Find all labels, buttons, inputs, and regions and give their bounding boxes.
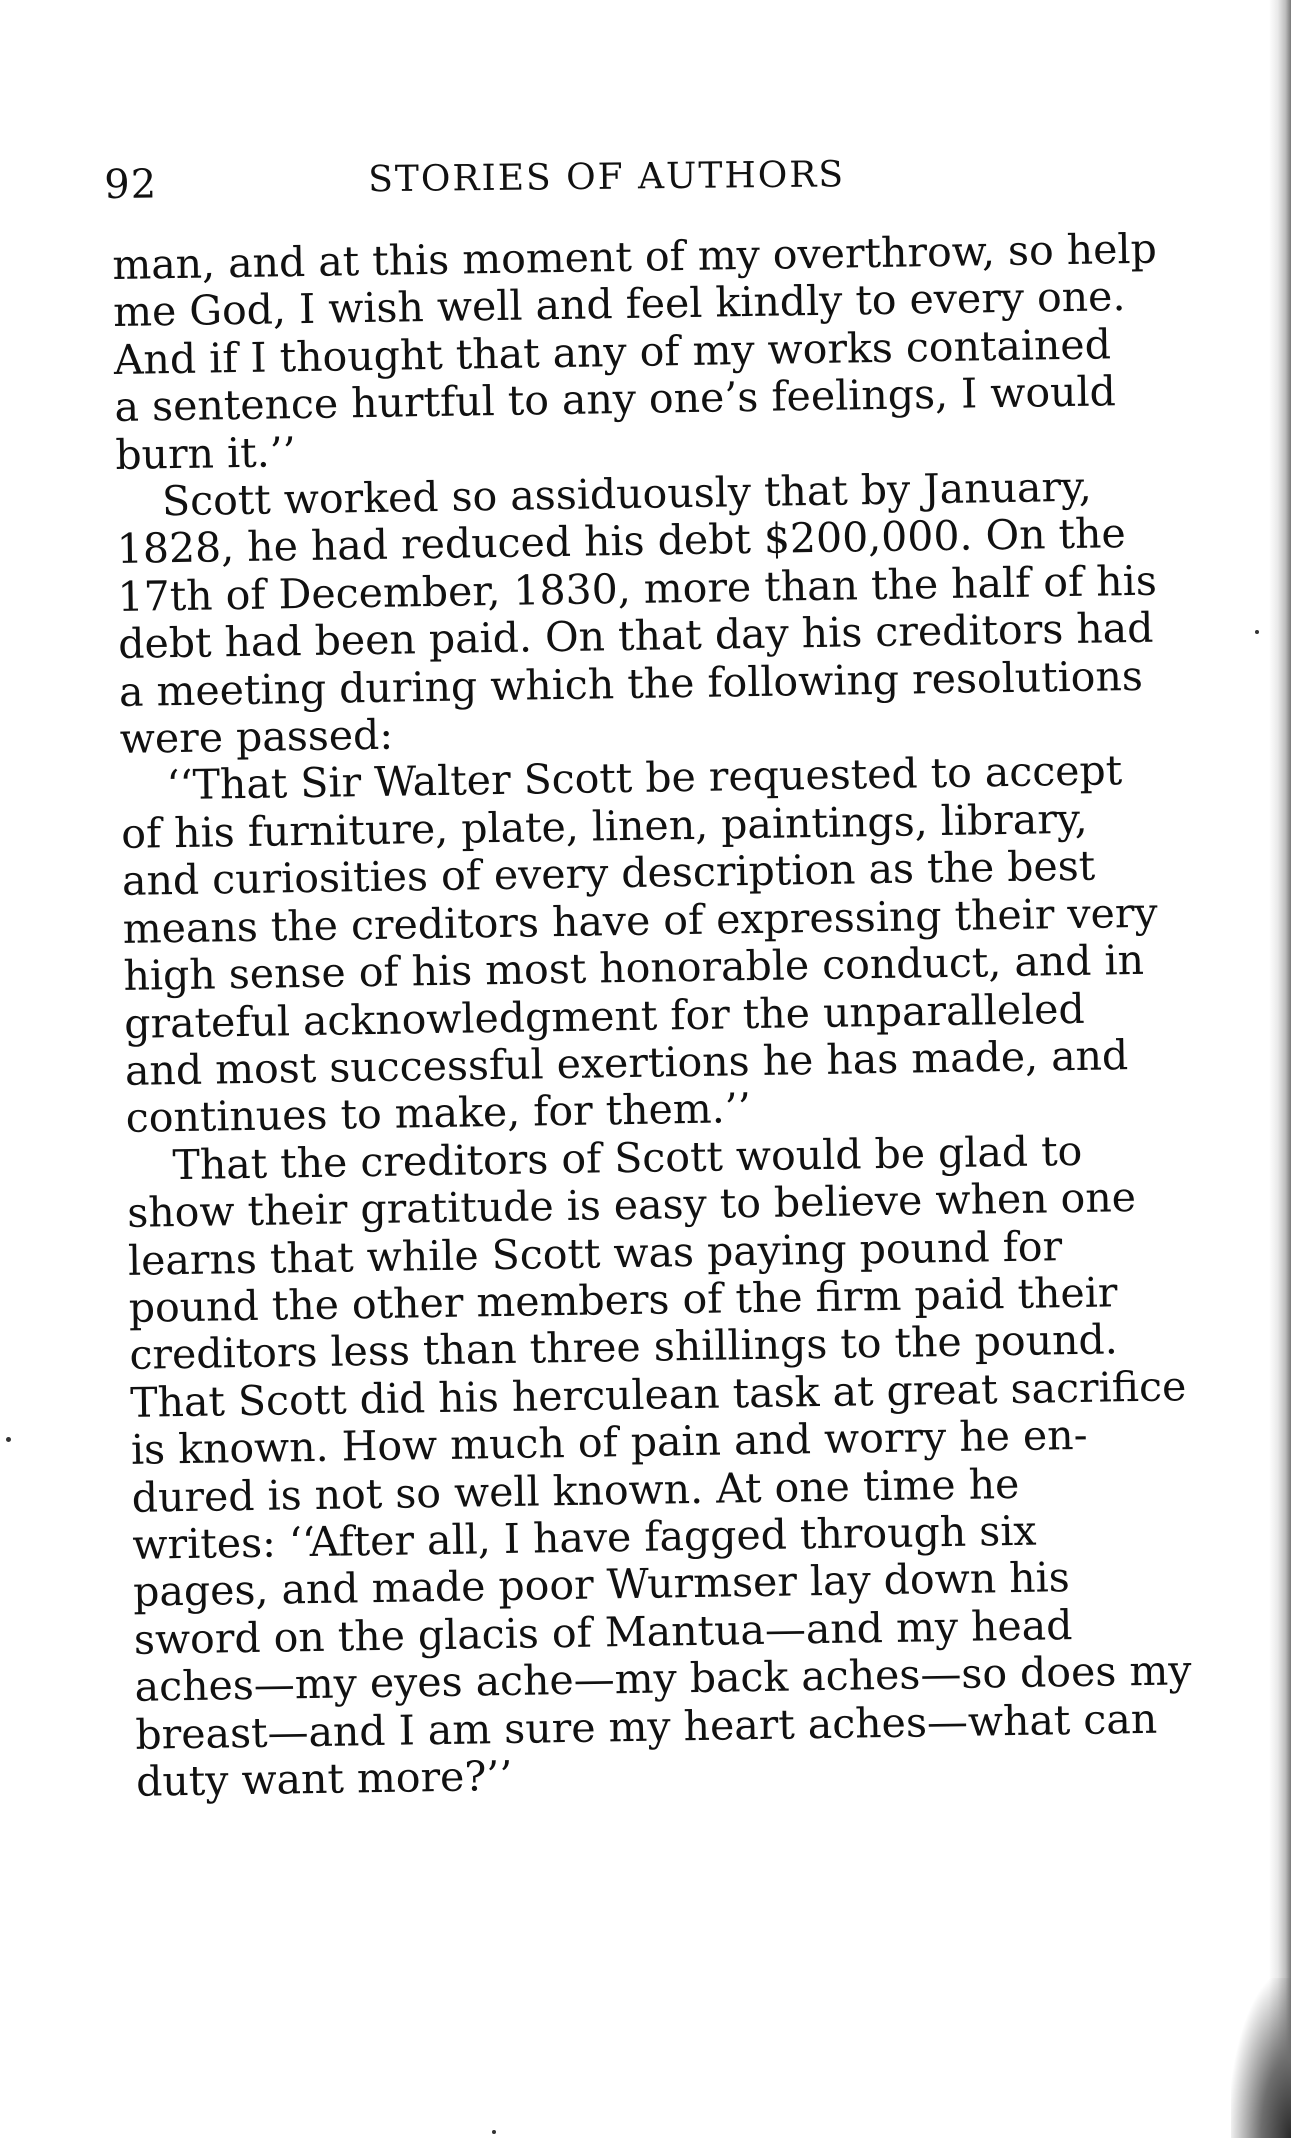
text-line: of his furniture, plate, linen, paintings, library, bbox=[120, 794, 1088, 858]
text-line: 1828, he had reduced his debt $200,000. On the bbox=[116, 509, 1127, 574]
page-number: 92 bbox=[104, 161, 158, 208]
text-line: learns that while Scott was paying pound for bbox=[127, 1221, 1063, 1285]
text-line: writes: ‘‘After all, I have fagged through six bbox=[132, 1506, 1037, 1569]
page-edge-shadow bbox=[1269, 0, 1291, 2138]
text-line: is known. How much of pain and worry he en- bbox=[130, 1410, 1088, 1475]
paragraph-start-line: That the creditors of Scott would be glad to bbox=[172, 1126, 1083, 1189]
running-title: STORIES OF AUTHORS bbox=[367, 154, 846, 201]
scan-speck bbox=[1255, 630, 1259, 634]
text-line: pages, and made poor Wurmser lay down his bbox=[132, 1553, 1071, 1617]
text-line: duty want more?’’ bbox=[135, 1751, 513, 1806]
text-line: burn it.’’ bbox=[114, 427, 297, 479]
paragraph-start-line: ‘‘That Sir Walter Scott be requested to accept bbox=[166, 746, 1123, 810]
text-line: That Scott did his herculean task at great sacrifice bbox=[129, 1362, 1187, 1427]
text-line: aches—my eyes ache—my back aches—so does my bbox=[134, 1646, 1192, 1712]
page-header bbox=[104, 152, 1105, 222]
text-line: and most successful exertions he has made, and bbox=[124, 1031, 1129, 1095]
scan-speck bbox=[492, 2130, 496, 2134]
scan-speck bbox=[6, 1437, 11, 1442]
text-line: breast—and I am sure my heart aches—what can bbox=[135, 1694, 1158, 1759]
text-line: a sentence hurtful to any one’s feelings, I would bbox=[114, 367, 1117, 432]
text-line: show their gratitude is easy to believe when one bbox=[126, 1173, 1137, 1238]
text-line: a meeting during which the following resolutions bbox=[118, 651, 1144, 716]
text-line: man, and at this moment of my overthrow, so help bbox=[111, 224, 1158, 289]
text-line: And if I thought that any of my works contained bbox=[113, 320, 1112, 384]
paragraph-start-line: Scott worked so assiduously that by January, bbox=[161, 462, 1093, 526]
text-line: 17th of December, 1830, more than the half of his bbox=[117, 556, 1158, 621]
text-line: means the creditors have of expressing their very bbox=[122, 888, 1158, 953]
text-line: high sense of his most honorable conduct, and in bbox=[123, 935, 1145, 1001]
text-line: and curiosities of every description as the best bbox=[121, 841, 1096, 906]
text-line: sword on the glacis of Mantua—and my head bbox=[133, 1600, 1073, 1664]
page-corner-shadow bbox=[1231, 1978, 1291, 2138]
text-line: pound the other members of the firm paid their bbox=[128, 1268, 1118, 1332]
text-line: grateful acknowledgment for the unparalleled bbox=[123, 984, 1085, 1048]
text-line: me God, I wish well and feel kindly to every one. bbox=[112, 272, 1126, 337]
text-line: debt had been paid. On that day his creditors had bbox=[117, 603, 1154, 669]
text-line: dured is not so well known. At one time he bbox=[131, 1459, 1020, 1522]
body-text bbox=[112, 225, 1216, 1806]
text-line: were passed: bbox=[119, 710, 394, 763]
text-line: continues to make, for them.’’ bbox=[125, 1084, 752, 1143]
text-line: creditors less than three shillings to the pound. bbox=[129, 1315, 1119, 1380]
